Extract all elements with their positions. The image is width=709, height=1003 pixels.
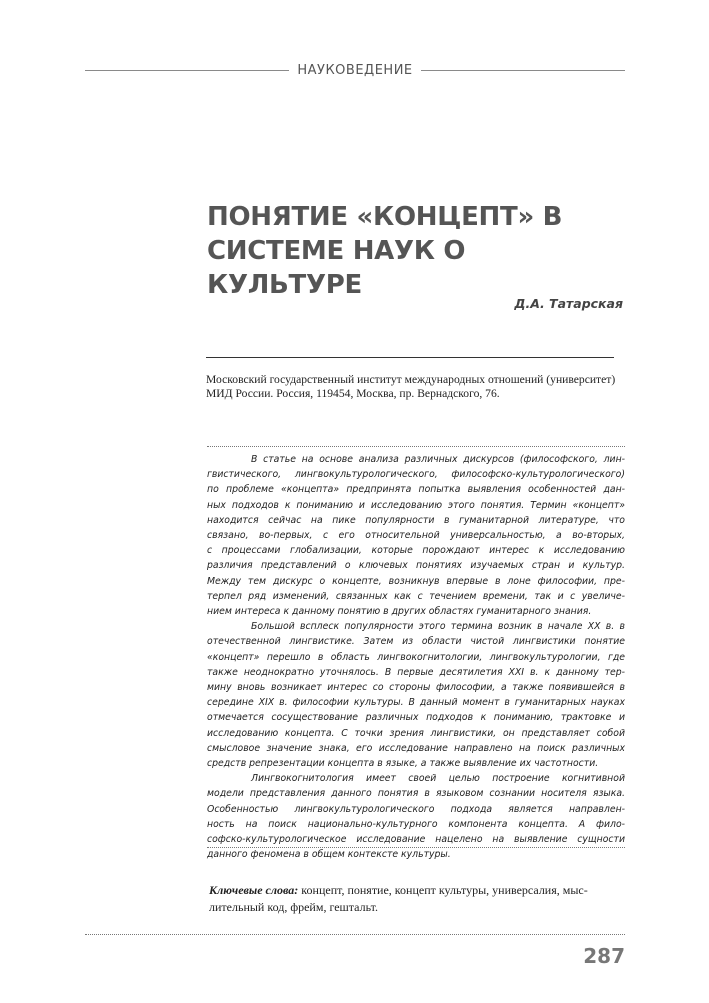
affiliation [206, 373, 626, 401]
abstract-line: средств репрезентации концепта в языке, а также выявление их частотности. [207, 758, 599, 770]
header-rule-right [421, 70, 625, 71]
abstract-line: исследованию концепта. С точки зрения лингвистики, он представляет собой [207, 727, 625, 739]
affiliation-rule [206, 357, 614, 358]
affiliation-line: Московский государственный институт международных отношений (университет) [206, 373, 616, 386]
keywords-line [209, 882, 627, 899]
article-title [207, 200, 627, 302]
abstract-line: по проблеме «концепта» предпринята попытка выявления особенностей дан- [207, 484, 625, 496]
header-rule-left [85, 70, 289, 71]
abstract-line: терпел ряд изменений, связанных как с течением времени, так и с увеличе- [207, 590, 625, 602]
abstract-line: «концепт» перешло в область лингвокогнитологии, лингвокультурологии, где [207, 651, 625, 663]
abstract-line: Между тем дискурс о концепте, возникнув впервые в лоне философии, пре- [207, 575, 625, 587]
abstract-bottom-divider [207, 847, 625, 848]
abstract-top-divider [207, 446, 625, 447]
abstract-line: нием интереса к данному понятию в других областях гуманитарного знания. [207, 606, 592, 618]
abstract-line: ность на поиск национально-культурного компонента концепта. А фило- [207, 818, 625, 830]
abstract-line: отмечается сосуществование различных подходов к пониманию, трактовке и [207, 712, 625, 724]
keywords-text: концепт, понятие, концепт культуры, универсалия, мыс- [301, 883, 588, 897]
author-name: Д.А. Татарская [514, 296, 623, 311]
abstract-line: модели представления данного понятия в языковом сознании носителя языка. [207, 788, 625, 800]
title-line: СИСТЕМЕ НАУК О КУЛЬТУРЕ [207, 236, 466, 300]
abstract-line: отечественной лингвистике. Затем из области чистой лингвистики понятие [207, 636, 625, 648]
abstract-line: различия представлений о ключевых понятиях изучаемых стран и культур. [207, 560, 625, 572]
abstract-line: данного феномена в общем контексте культуры. [207, 849, 451, 861]
abstract-line: середине XIX в. философии культуры. В данный момент в гуманитарных науках [207, 697, 625, 709]
title-line: ПОНЯТИЕ «КОНЦЕПТ» В [207, 202, 563, 232]
abstract-line: также неоднократно уточнялось. В первые десятилетия XXI в. к данному тер- [207, 666, 625, 678]
abstract-line: гвистического, лингвокультурологического, философско-культурологического) [207, 469, 625, 481]
section-label: НАУКОВЕДЕНИЕ [297, 62, 413, 78]
abstract [207, 452, 625, 862]
abstract-line: софско-культурологическое исследование нацелено на выявление сущности [207, 834, 625, 846]
page-number: 287 [583, 944, 625, 968]
abstract-line: находится сейчас на пике популярности в гуманитарной литературе, что [207, 514, 625, 526]
abstract-line: мину вновь возникает интерес со стороны философии, а также появившейся в [207, 682, 625, 694]
running-header [85, 60, 625, 80]
abstract-line: Особенностью лингвокультурологического подхода является направлен- [207, 803, 625, 815]
keywords-line: лительный код, фрейм, гештальт. [209, 900, 378, 914]
abstract-line: Большой всплеск популярности этого термина возник в начале XX в. в [251, 621, 625, 633]
keywords [209, 882, 627, 916]
abstract-line: Лингвокогнитология имеет своей целью построение когнитивной [251, 773, 625, 785]
abstract-line: ных подходов к пониманию и исследованию этого понятия. Термин «концепт» [207, 499, 625, 511]
abstract-line: В статье на основе анализа различных дискурсов (философского, лин- [251, 454, 625, 465]
affiliation-line: МИД России. Россия, 119454, Москва, пр. Вернадского, 76. [206, 387, 500, 400]
abstract-line: связано, во-первых, с его относительной универсальностью, а во-вторых, [207, 530, 625, 542]
abstract-line: смысловое значение знака, его исследование направлено на поиск различных [207, 742, 625, 754]
footer-divider [85, 934, 625, 935]
keywords-label: Ключевые слова: [209, 883, 299, 897]
abstract-line: с процессами глобализации, которые порождают интерес к исследованию [207, 545, 625, 557]
